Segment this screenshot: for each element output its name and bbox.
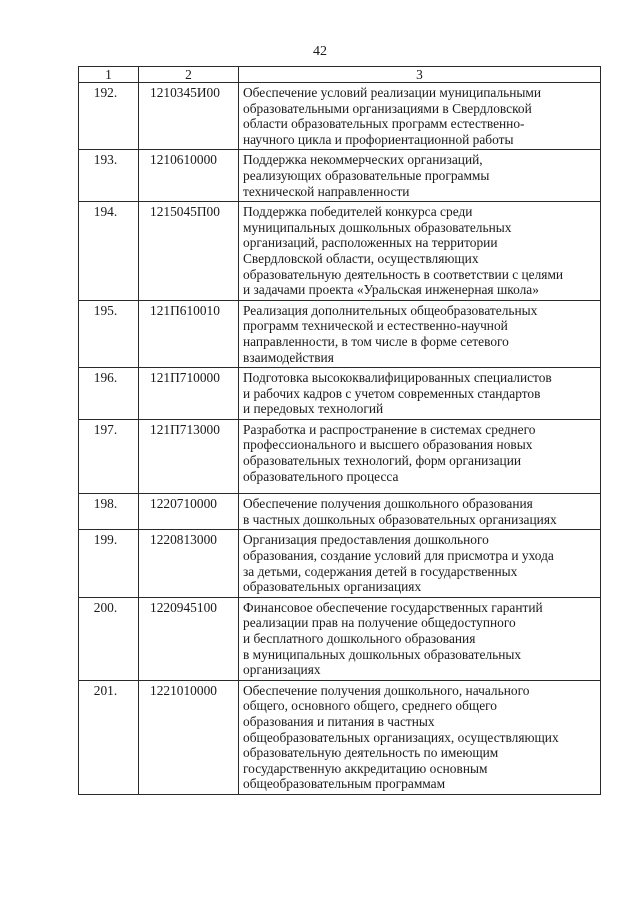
description-line: направленности, в том числе в форме сетевого	[243, 333, 509, 349]
table-row	[79, 83, 601, 150]
table-header-row	[79, 67, 601, 83]
description-line: реализации прав на получение общедоступного	[243, 615, 516, 631]
description-line: Реализация дополнительных общеобразовательных	[243, 302, 538, 318]
description-line: Поддержка некоммерческих организаций,	[243, 152, 483, 168]
row-number: 197.	[79, 419, 139, 493]
description-line: муниципальных дошкольных образовательных	[243, 219, 512, 235]
row-number: 198.	[79, 494, 139, 530]
description-line: и бесплатного дошкольного образования	[243, 631, 476, 646]
table-row	[79, 597, 601, 680]
description-line: программ технической и естественно-научной	[243, 318, 508, 334]
classification-code: 1210345И00	[139, 83, 239, 150]
description-line: профессионального и высшего образования новых	[243, 437, 533, 453]
description-line: и задачами проекта «Уральская инженерная школа»	[243, 282, 539, 298]
expense-description	[239, 597, 601, 680]
description-line: технической направленности	[243, 183, 410, 199]
expense-description	[239, 530, 601, 597]
description-line: Поддержка победителей конкурса среди	[243, 204, 473, 220]
table-row	[79, 300, 601, 367]
expense-description	[239, 494, 601, 530]
description-line: и рабочих кадров с учетом современных стандартов	[243, 385, 541, 401]
row-number: 200.	[79, 597, 139, 680]
description-line: образовательную деятельность по имеющим	[243, 745, 499, 761]
classification-code: 1221010000	[139, 680, 239, 794]
description-line: Обеспечение получения дошкольного образования	[243, 496, 533, 512]
table-row	[79, 494, 601, 530]
row-number: 195.	[79, 300, 139, 367]
row-number: 199.	[79, 530, 139, 597]
table-row	[79, 368, 601, 420]
classification-code: 1210610000	[139, 150, 239, 202]
description-line: Свердловской области, осуществляющих	[243, 250, 479, 266]
description-line: Организация предоставления дошкольного	[243, 532, 489, 548]
description-line: организациях	[243, 662, 321, 678]
description-line: образовательных технологий, форм организации	[243, 453, 522, 469]
column-header-name: 3	[239, 67, 601, 83]
description-line: образования и питания в частных	[243, 713, 435, 729]
description-line: образовательного процесса	[243, 468, 399, 484]
expense-description	[239, 83, 601, 150]
expense-description	[239, 202, 601, 301]
description-line: общего, основного общего, среднего общего	[243, 698, 497, 714]
row-number: 192.	[79, 83, 139, 150]
row-number: 193.	[79, 150, 139, 202]
expense-description	[239, 419, 601, 493]
description-line: образования, создание условий для присмотра и ухода	[243, 548, 554, 564]
column-header-code: 2	[139, 67, 239, 83]
description-line: в муниципальных дошкольных образовательных	[243, 646, 522, 662]
classification-code: 1220710000	[139, 494, 239, 530]
row-number: 196.	[79, 368, 139, 420]
description-line: образовательных организациях	[243, 579, 422, 595]
column-header-number: 1	[79, 67, 139, 83]
description-line: общеобразовательных организациях, осуществляющих	[243, 729, 559, 745]
description-line: Финансовое обеспечение государственных гарантий	[243, 599, 543, 615]
description-line: Обеспечение получения дошкольного, начального	[243, 682, 530, 698]
table-row	[79, 530, 601, 597]
classification-code: 121П710000	[139, 368, 239, 420]
description-line: общеобразовательным программам	[243, 776, 446, 792]
description-line: образовательными организациями в Свердловской	[243, 100, 532, 116]
table-row	[79, 202, 601, 301]
table-row	[79, 680, 601, 794]
expense-description	[239, 300, 601, 367]
description-line: и передовых технологий	[243, 401, 384, 417]
classification-code: 121П610010	[139, 300, 239, 367]
expense-description	[239, 150, 601, 202]
description-line: организаций, расположенных на территории	[243, 235, 498, 251]
description-line: государственную аккредитацию основным	[243, 760, 488, 776]
expense-description	[239, 368, 601, 420]
description-line: Подготовка высококвалифицированных специалистов	[243, 370, 552, 386]
classification-code: 1220945100	[139, 597, 239, 680]
description-line: взаимодействия	[243, 349, 334, 365]
description-line: реализующих образовательные программы	[243, 167, 490, 183]
description-line: области образовательных программ естественно-	[243, 116, 525, 132]
page-number: 42	[313, 44, 327, 59]
table-row	[79, 150, 601, 202]
description-line: Обеспечение условий реализации муниципальными	[243, 85, 542, 100]
description-line: в частных дошкольных образовательных организациях	[243, 511, 557, 527]
table-row	[79, 419, 601, 493]
description-line: образовательную деятельность в соответствии с целями	[243, 266, 564, 282]
description-line: за детьми, содержания детей в государственных	[243, 563, 518, 579]
description-line: Разработка и распространение в системах среднего	[243, 421, 536, 437]
expense-description	[239, 680, 601, 794]
classification-code: 1220813000	[139, 530, 239, 597]
classification-table	[78, 66, 601, 795]
classification-code: 121П713000	[139, 419, 239, 493]
row-number: 194.	[79, 202, 139, 301]
row-number: 201.	[79, 680, 139, 794]
description-line: научного цикла и профориентационной работы	[243, 131, 514, 147]
classification-code: 1215045П00	[139, 202, 239, 301]
